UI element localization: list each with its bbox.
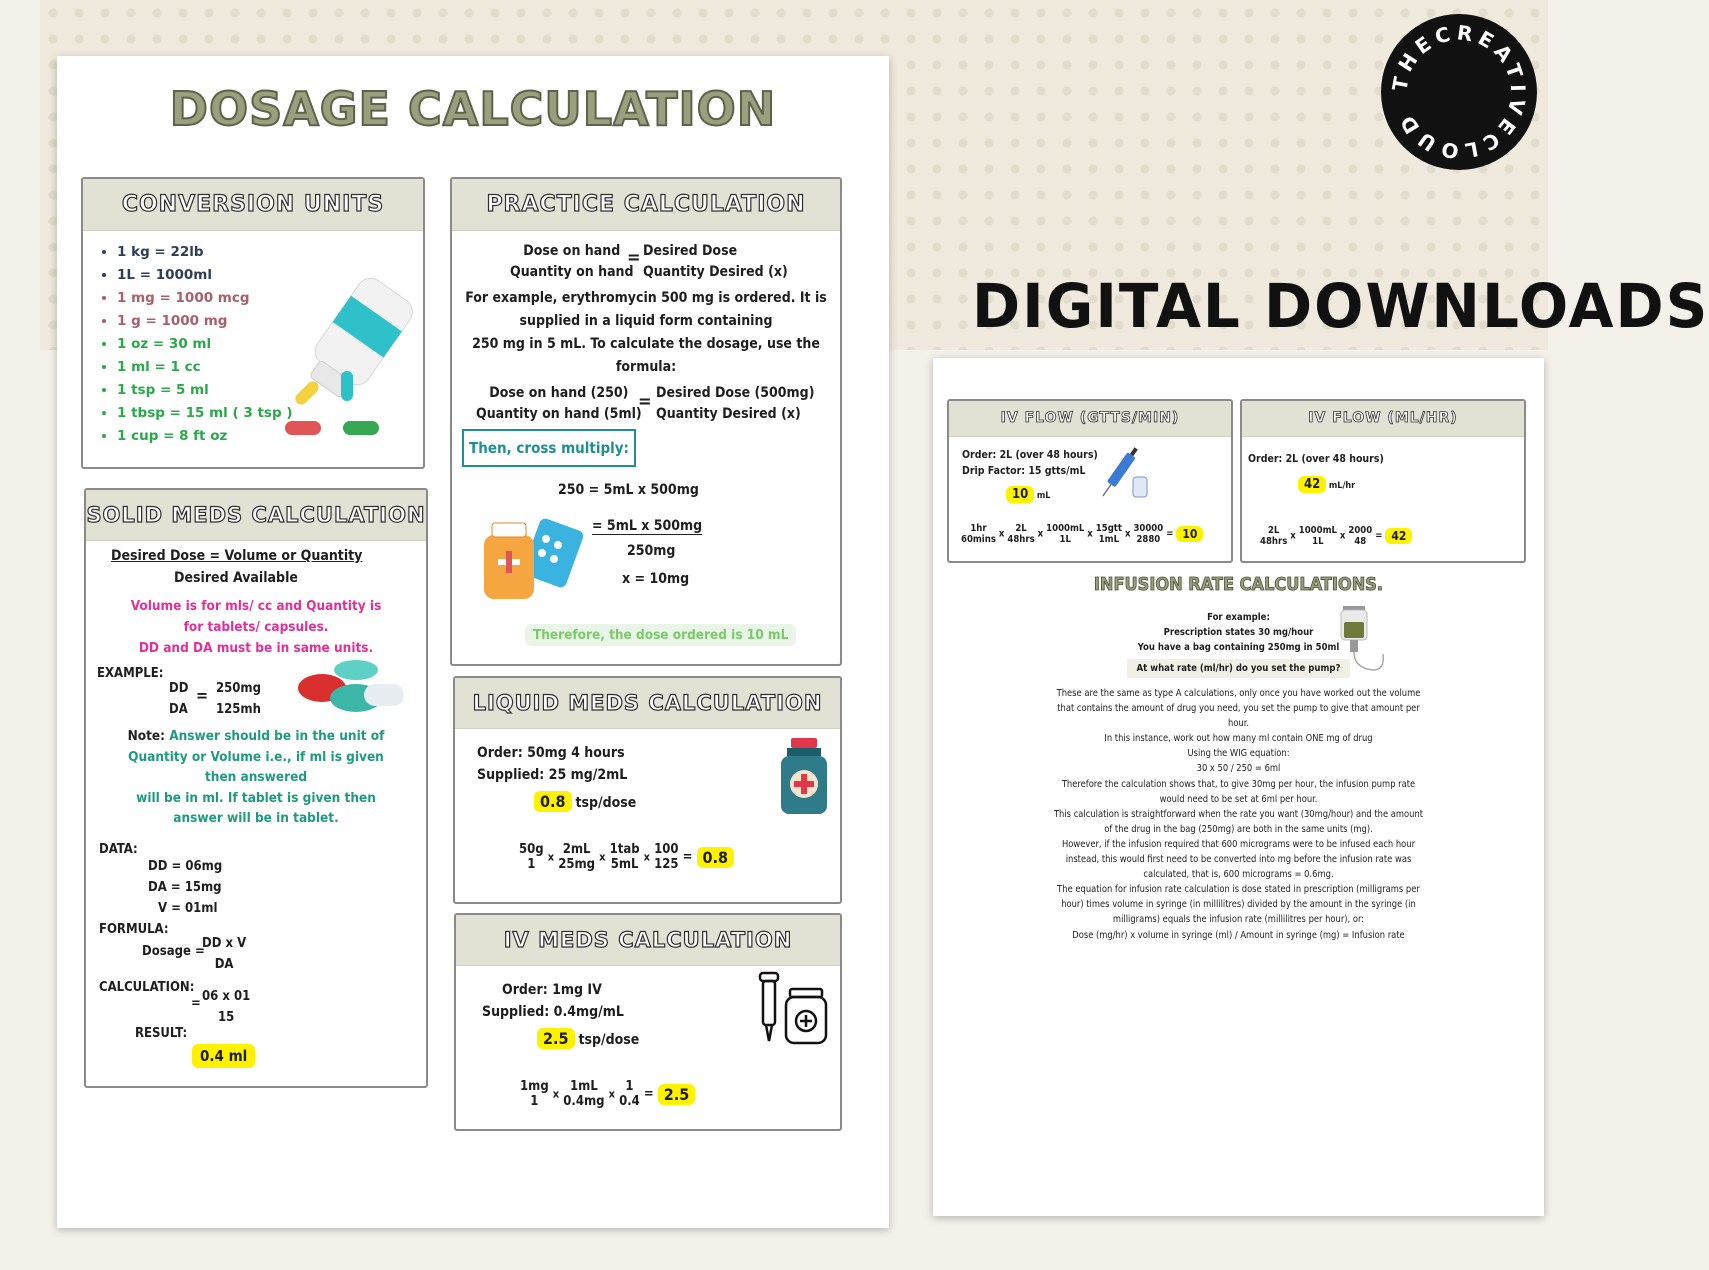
iv-flow-sheet-page: [933, 358, 1544, 1216]
solid-meds-header: SOLID MEDS CALCULATION: [86, 490, 426, 541]
step-four: x = 10mg: [622, 571, 690, 587]
practice-calculation-card: [450, 177, 842, 666]
list-item: • 1 oz = 30 ml: [117, 333, 293, 356]
dosage-sheet-page: [57, 56, 889, 1228]
list-item: • 1 tbsp = 15 ml ( 3 tsp ): [117, 402, 293, 425]
mlhr-order: Order: 2L (over 48 hours): [1248, 453, 1384, 465]
cross-multiply-box: Then, cross multiply:: [462, 429, 636, 467]
medicine-bottle-icon: [779, 736, 829, 816]
example-label: EXAMPLE:: [97, 666, 164, 681]
liquid-equation: 50g 1 x 2mL 25mg x 1tab 5mL x 100 125 = 0.8: [519, 842, 734, 872]
dropper-and-bottle-icon: [752, 971, 832, 1051]
iv-flow-mlhr-card: [1240, 399, 1526, 563]
formula-one-left: Dose on hand Quantity on hand: [510, 243, 634, 280]
digital-downloads-banner: DIGITAL DOWNLOADS: [972, 270, 1709, 342]
equals-sign: =: [638, 391, 652, 412]
liquid-order: Order: 50mg 4 hours Supplied: 25 mg/2mL: [477, 745, 628, 783]
badge-ring-text: [1381, 14, 1537, 170]
formula-label: FORMULA:: [99, 922, 169, 937]
list-item: • 1 cup = 8 ft oz: [117, 425, 293, 448]
list-item: • 1 ml = 1 cc: [117, 356, 293, 379]
conversion-units-card: [81, 177, 425, 469]
equals-sign: =: [627, 247, 641, 268]
infusion-example: For example: Prescription states 30 mg/hour You have a bag containing 250mg in 50ml At what rate (ml/hr) do you set the pump?: [933, 610, 1544, 678]
solid-result: 0.4 ml: [192, 1044, 255, 1068]
iv-flow-gtts-card: [947, 399, 1233, 563]
brand-badge: [1381, 14, 1537, 170]
medicine-bottle-icon: [470, 513, 590, 613]
list-item: • 1 kg = 22lb: [117, 241, 293, 264]
answer-note: Note: Answer should be in the unit of Quantity or Volume i.e., if ml is given then answered will be in ml. If tablet is given then answer will be in tablet.: [127, 728, 385, 826]
data-values: DD = 06mg DA = 15mg V = 01ml: [148, 859, 223, 916]
infusion-explanation: These are the same as type A calculations, only once you have worked out the volume that contains the amount of drug you need, you set the pump to give that amount per hour. In this instance, work out how many ml contain ONE mg of drug Using the WIG equation: 30 x 50 / 250 = 6ml Therefore the calculation shows that, to give 30mg per hour, the infusion pump rate would need to be set at 6ml per hour. This calculation is straightforward when the rate you want (30mg/hour) and the amount of the drug in the bag (250mg) are both in the same units (mg). However, if the infusion required that 600 micrograms were to be infused each hour instead, this would first need to be converted into mg before the infusion rate was calculated, that is, 600 micrograms = 0.6mg. The equation for infusion rate calculation is dose stated in prescription (milligrams per hour) times volume in syringe (in millilitres) divided by the amount in the syringe (in milligrams) equals the infusion rate (millilitres per hour), or: Dose (mg/hr) x volume in syringe (ml) / Amount in syringe (mg) = Infusion rate: [1053, 688, 1424, 941]
iv-bag-icon: [1339, 604, 1389, 678]
list-item: • 1L = 1000ml: [117, 264, 293, 287]
data-label: DATA:: [99, 842, 138, 857]
liquid-answer: 0.8 tsp/dose: [534, 792, 636, 811]
iv-equation: 1mg 1 x 1mL 0.4mg x 1 0.4 = 2.5: [520, 1079, 695, 1109]
gtts-order: Order: 2L (over 48 hours) Drip Factor: 15 gtts/mL: [962, 449, 1098, 477]
formula-one-right: Desired Dose Quantity Desired (x): [643, 243, 788, 280]
practice-result: Therefore, the dose ordered is 10 mL: [525, 624, 796, 646]
iv-flow-gtts-header: IV FLOW (GTTS/MIN): [949, 401, 1231, 437]
liquid-meds-header: LIQUID MEDS CALCULATION: [455, 678, 840, 729]
pill-bottle-icon: [263, 261, 423, 451]
formula-two-left: Dose on hand (250) Quantity on hand (5ml): [476, 385, 642, 422]
practice-calculation-header: PRACTICE CALCULATION: [452, 179, 840, 231]
conversion-units-header: CONVERSION UNITS: [83, 179, 423, 231]
gtts-answer: 10 mL: [1006, 487, 1050, 502]
example-dd-da: DD DA: [169, 681, 189, 717]
mlhr-equation: 2L 48hrs x 1000mL 1L x 2000 48 = 42: [1260, 525, 1412, 547]
pills-icon: [294, 658, 404, 724]
iv-flow-mlhr-header: IV FLOW (ML/HR): [1242, 401, 1524, 437]
step-two: = 5mL x 500mg: [592, 518, 703, 534]
result-label: RESULT:: [135, 1026, 188, 1041]
dosage-label: Dosage =: [142, 944, 205, 959]
formula-two-right: Desired Dose (500mg) Quantity Desired (x): [656, 385, 815, 422]
liquid-meds-card: [453, 676, 842, 904]
page-title: DOSAGE CALCULATION: [169, 82, 777, 136]
calculation-fraction: 06 x 01 15: [202, 989, 251, 1025]
list-item: • 1 mg = 1000 mcg: [117, 287, 293, 310]
desired-dose-line: Desired Dose = Volume or Quantity: [111, 548, 363, 564]
equals-sign: =: [191, 996, 201, 1011]
list-item: • 1 tsp = 5 ml: [117, 379, 293, 402]
example-values: 250mg 125mh: [216, 681, 261, 717]
svg-text:THECREATIVECLOUD: THECREATIVECLOUD: [1387, 20, 1531, 164]
desired-available-line: Desired Available: [174, 570, 298, 586]
solid-meds-card: [84, 488, 428, 1088]
iv-order: Order: 1mg IV Supplied: 0.4mg/mL: [482, 982, 624, 1020]
equals-sign: =: [196, 686, 209, 705]
iv-meds-header: IV MEDS CALCULATION: [456, 915, 840, 966]
gtts-equation: 1hr 60mins x 2L 48hrs x 1000mL 1L x 15gtt 1mL x 30000 2880 = 10: [961, 523, 1203, 545]
step-one: 250 = 5mL x 500mg: [558, 482, 699, 498]
list-item: • 1 g = 1000 mg: [117, 310, 293, 333]
iv-meds-card: [454, 913, 842, 1131]
calculation-label: CALCULATION:: [99, 980, 195, 995]
syringe-icon: [1099, 443, 1149, 503]
infusion-title: INFUSION RATE CALCULATIONS.: [1093, 574, 1384, 595]
formula-fraction: DD x V DA: [202, 936, 247, 972]
practice-example-text: For example, erythromycin 500 mg is ordered. It is supplied in a liquid form containing 250 mg in 5 mL. To calculate the dosage, use the formula:: [465, 290, 827, 375]
step-three: 250mg: [627, 543, 676, 559]
solid-note: Volume is for mls/ cc and Quantity is for tablets/ capsules. DD and DA must be in same units.: [130, 598, 382, 656]
iv-answer: 2.5 tsp/dose: [537, 1029, 639, 1048]
mlhr-answer: 42 mL/hr: [1298, 477, 1355, 492]
